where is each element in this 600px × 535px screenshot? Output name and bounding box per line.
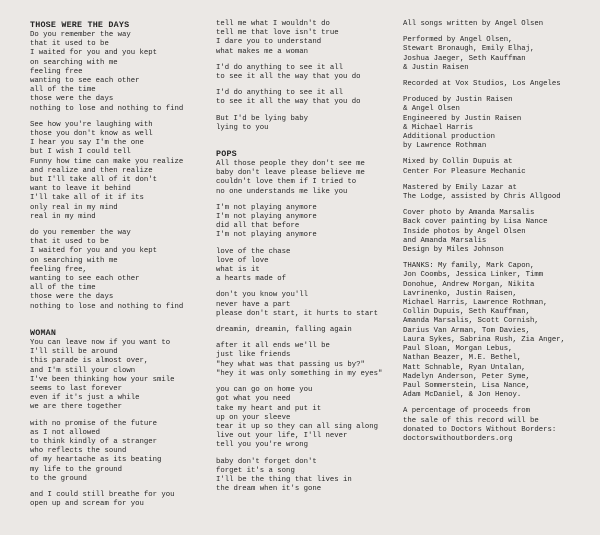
column-left (30, 20, 206, 516)
text-line: I'm not playing anymore (216, 231, 317, 240)
text-line: I'll take all of it if its (30, 194, 144, 203)
text-line: Back cover painting by Lisa Nance (403, 218, 548, 227)
text-line: but I'll take all of it don't (30, 176, 157, 185)
text-line: Do you remember the way (30, 31, 131, 39)
text-line: want to leave it behind (30, 185, 131, 194)
credits-block (403, 20, 593, 29)
text-line: you can go on home you (216, 386, 313, 395)
text-line: Collin Dupuis, Seth Kauffman, (403, 308, 530, 317)
text-line: baby don't forget don't (216, 457, 317, 466)
text-line: open up and scream for you (30, 500, 144, 509)
text-line: tell me that love isn't true (216, 29, 339, 38)
lyrics-stanza (216, 342, 396, 379)
text-line: Matt Schnable, Ryan Untalan, (403, 363, 526, 372)
text-line: on searching with me (30, 58, 118, 67)
text-line: take my heart and put it (216, 404, 322, 413)
credits-block (403, 80, 593, 89)
text-line: of my heartache as its beating (30, 456, 162, 465)
song-title-pops: POPS (216, 149, 237, 160)
text-line: feeling free, (30, 265, 87, 274)
text-line: to the ground (30, 474, 87, 483)
text-line: on searching with me (30, 256, 118, 265)
text-line: those were the days (30, 95, 114, 104)
text-line: and I could still breathe for you (30, 490, 175, 499)
text-line: what is it (216, 266, 260, 275)
text-line: All those people they don't see me (216, 160, 365, 169)
thanks-block (403, 262, 593, 400)
text-line: nothing to lose and nothing to find (30, 104, 184, 113)
credits-block (403, 209, 593, 255)
text-line: after it all ends we'll be (216, 342, 330, 351)
text-line: Design by Miles Johnson (403, 246, 504, 255)
text-line: and realize and then realize (30, 166, 153, 175)
text-line: Center For Pleasure Mechanic (403, 167, 526, 176)
text-line: with no promise of the future (30, 419, 157, 428)
text-line: I hear you say I'm the one (30, 139, 144, 148)
text-line: Joshua Jaeger, Seth Kauffman (403, 54, 526, 63)
text-line: I'm not playing anymore (216, 213, 317, 222)
text-line: Stewart Bronaugh, Emily Elhaj, (403, 45, 535, 54)
lyrics-stanza (216, 248, 396, 285)
text-line: I dare you to understand (216, 38, 322, 47)
text-line: & Justin Raisen (403, 63, 469, 72)
text-line: love of love (216, 256, 269, 265)
column-credits (403, 20, 593, 451)
lyrics-stanza (216, 204, 396, 241)
text-line: I'd do anything to see it all (216, 89, 343, 98)
text-line: feeling free (30, 67, 83, 76)
text-line: But I'd be lying baby (216, 114, 308, 123)
text-line: Funny how time can make you realize (30, 157, 184, 166)
song-title-woman: WOMAN (30, 327, 57, 338)
text-line: Paul Sommerstein, Lisa Nance, (403, 381, 530, 390)
text-line: Produced by Justin Raisen (403, 96, 513, 105)
text-line: doctorswithoutborders.org (403, 434, 513, 443)
lyrics-stanza (216, 291, 396, 319)
text-line: See how you're laughing with (30, 120, 153, 129)
lyrics-stanza (30, 121, 206, 222)
text-line: love of the chase (216, 247, 291, 256)
text-line: got what you need (216, 395, 291, 404)
text-line: couldn't love them if I tried to (216, 178, 357, 187)
lyrics-stanza (30, 420, 206, 484)
text-line: Michael Harris, Lawrence Rothman, (403, 299, 548, 308)
text-line: Mixed by Collin Dupuis at (403, 158, 513, 167)
text-line: even if it's just a while (30, 394, 140, 403)
text-line: You can leave now if you want to (30, 338, 171, 347)
text-line: Recorded at Vox Studios, Los Angeles (403, 80, 561, 89)
text-line: Adam McDaniel, & Jon Henoy. (403, 391, 522, 400)
text-line: that it used to be (30, 40, 109, 49)
credits-block (403, 158, 593, 176)
lyrics-stanza (30, 491, 206, 509)
text-line: do you remember the way (30, 229, 131, 238)
text-line: I've been thinking how your smile (30, 375, 175, 384)
text-line: tell you you're wrong (216, 441, 308, 450)
text-line: a hearts made of (216, 275, 287, 284)
text-line: "hey what was that passing us by?" (216, 360, 365, 369)
text-line: Jon Coombs, Jessica Linker, Timm (403, 271, 544, 280)
text-line: All songs written by Angel Olsen (403, 20, 544, 28)
text-line: only real in my mind (30, 203, 118, 212)
text-line: wanting to see each other (30, 77, 140, 86)
text-line: seems to last forever (30, 384, 122, 393)
text-line: Donohue, Andrew Morgan, Nikita (403, 280, 535, 289)
text-line: those were the days (30, 293, 114, 302)
text-line: I waited for you and you kept (30, 49, 157, 58)
credits-block (403, 96, 593, 151)
text-line: I'll be the thing that lives in (216, 475, 352, 484)
text-line: don't you know you'll (216, 291, 308, 300)
lyrics-stanza (216, 326, 396, 335)
text-line: baby don't leave please believe me (216, 169, 365, 178)
text-line: donated to Doctors Without Borders: (403, 425, 557, 434)
text-line: Inside photos by Angel Olsen (403, 227, 526, 236)
text-line: to think kindly of a stranger (30, 437, 157, 446)
text-line: all of the time (30, 284, 96, 293)
lyrics-stanza (30, 229, 206, 312)
text-line: tear it up so they can all sing along (216, 422, 379, 431)
text-line: Laura Sykes, Sabrina Rush, Zia Anger, (403, 335, 566, 344)
credits-block (403, 36, 593, 73)
text-line: this parade is almost over, (30, 357, 149, 366)
text-line: The Lodge, assisted by Chris Allgood (403, 193, 561, 202)
text-line: tell me what I wouldn't do (216, 20, 330, 28)
text-line: as I not allowed (30, 428, 101, 437)
lyrics-stanza (30, 31, 206, 114)
text-line: no one understands me like you (216, 187, 348, 196)
text-line: I'd do anything to see it all (216, 63, 343, 72)
text-line: but I wish I could tell (30, 148, 131, 157)
text-line: Mastered by Emily Lazar at (403, 183, 517, 192)
lyrics-stanza (216, 386, 396, 450)
text-line: just like friends (216, 351, 291, 360)
text-line: Performed by Angel Olsen, (403, 36, 513, 45)
column-middle (216, 20, 396, 501)
text-line: Cover photo by Amanda Marsalis (403, 209, 535, 218)
text-line: & Angel Olsen (403, 105, 460, 114)
text-line: my life to the ground (30, 465, 122, 474)
text-line: all of the time (30, 86, 96, 95)
lyrics-stanza (216, 89, 396, 107)
text-line: the sale of this record will be (403, 416, 539, 425)
text-line: who reflects the sound (30, 447, 127, 456)
text-line: nothing to lose and nothing to find (30, 302, 184, 311)
lyrics-stanza (216, 64, 396, 82)
lyrics-stanza (216, 20, 396, 57)
text-line: lying to you (216, 123, 269, 132)
lyrics-stanza (216, 115, 396, 133)
text-line: to see it all the way that you do (216, 73, 361, 82)
text-line: did all that before (216, 222, 300, 231)
credits-block (403, 184, 593, 202)
text-line: "hey it was only something in my eyes" (216, 369, 383, 378)
lyrics-stanza (30, 339, 206, 413)
text-line: live out your life, I'll never (216, 432, 348, 441)
text-line: I'm not playing anymore (216, 203, 317, 212)
text-line: A percentage of proceeds from (403, 407, 530, 416)
text-line: THANKS: My family, Mark Capon, (403, 262, 535, 271)
text-line: Lavrinenko, Justin Raisen, (403, 289, 517, 298)
text-line: what makes me a woman (216, 47, 308, 56)
text-line: that it used to be (30, 238, 109, 247)
charity-note (403, 407, 593, 444)
song-title-those-were-the-days: THOSE WERE THE DAYS (30, 20, 130, 30)
text-line: we are there together (30, 403, 122, 412)
text-line: by Lawrence Rothman (403, 142, 487, 151)
text-line: dreamin, dreamin, falling again (216, 326, 352, 335)
text-line: forget it's a song (216, 466, 295, 475)
text-line: Amanda Marsalis, Scott Cornish, (403, 317, 539, 326)
text-line: Madelyn Anderson, Peter Syme, (403, 372, 530, 381)
text-line: and Amanda Marsalis (403, 236, 487, 245)
text-line: & Michael Harris (403, 123, 474, 132)
text-line: wanting to see each other (30, 275, 140, 284)
text-line: Nathan Beazer, M.E. Bethel, (403, 354, 522, 363)
text-line: I waited for you and you kept (30, 247, 157, 256)
text-line: those you don't know as well (30, 130, 153, 139)
text-line: Additional production (403, 133, 495, 142)
text-line: to see it all the way that you do (216, 98, 361, 107)
text-line: the dream when it's gone (216, 485, 322, 494)
text-line: never have a part (216, 300, 291, 309)
text-line: I'll still be around (30, 348, 118, 357)
text-line: Engineered by Justin Raisen (403, 114, 522, 123)
lyrics-stanza (216, 160, 396, 197)
text-line: Paul Sloan, Morgan Lebus, (403, 345, 513, 354)
text-line: real in my mind (30, 212, 96, 221)
text-line: and I'm still your clown (30, 366, 136, 375)
text-line: up on your sleeve (216, 413, 291, 422)
text-line: Darius Van Arman, Tom Davies, (403, 326, 530, 335)
lyrics-stanza (216, 458, 396, 495)
text-line: please don't start, it hurts to start (216, 309, 379, 318)
